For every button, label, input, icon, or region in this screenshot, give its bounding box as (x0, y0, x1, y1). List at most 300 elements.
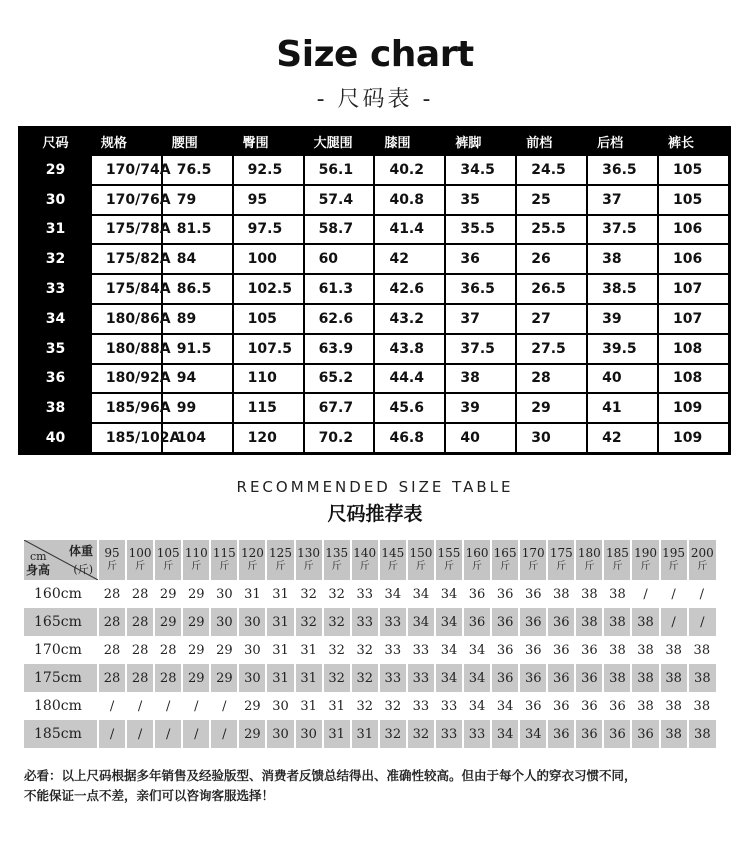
size-chart-row (20, 393, 729, 423)
recommended-size-cell: 30 (210, 608, 238, 636)
recommended-size-cell: 38 (631, 608, 659, 636)
recommended-size-cell: 36 (631, 720, 659, 748)
size-chart-cell: 92.5 (233, 155, 304, 185)
recommended-size-cell: 38 (637, 642, 654, 658)
size-chart-cell: 57.4 (304, 185, 375, 215)
recommended-size-cell: 31 (351, 720, 379, 748)
recommended-size-cell: 34 (496, 698, 514, 714)
size-chart-cell: 37.5 (445, 334, 516, 364)
size-chart-cell: 65.2 (304, 364, 375, 394)
recommended-size-cell: / (660, 608, 688, 636)
size-chart-cell: 102.5 (233, 274, 304, 304)
weight-value: 95 (104, 546, 120, 560)
size-chart-cell: 67.7 (304, 393, 375, 423)
weight-value: 140 (353, 546, 377, 560)
recommended-size-cell: 34 (407, 608, 435, 636)
height-cell: 175cm (24, 664, 98, 692)
recommended-size-cell: 33 (407, 664, 435, 692)
size-chart-cell: 28 (516, 364, 587, 394)
recommended-size-cell: 36 (547, 720, 575, 748)
recommended-size-cell: 29 (244, 698, 261, 714)
recommended-size-cell: 32 (328, 642, 345, 658)
size-chart-cell: 109 (658, 423, 729, 453)
recommended-size-cell: 36 (496, 642, 514, 658)
weight-value: 145 (381, 546, 405, 560)
size-chart-cell: 37.5 (587, 215, 658, 245)
size-chart-cell: 44.4 (374, 364, 445, 394)
recommended-size-cell: 32 (328, 586, 345, 602)
size-chart-cell: 41.4 (374, 215, 445, 245)
recommended-size-cell: 34 (468, 642, 486, 658)
recommended-size-cell: 29 (210, 664, 238, 692)
size-chart-cell: 175/78A (91, 215, 162, 245)
size-chart-cell: 39 (587, 304, 658, 334)
size-chart-header-cell: 大腿围 (304, 128, 375, 155)
weight-unit: 斤 (640, 561, 651, 572)
size-chart-cell: 180/86A (91, 304, 162, 334)
size-chart-cell: 42 (587, 423, 658, 453)
weight-unit: 斤 (219, 561, 230, 572)
recommended-size-cell: / (688, 608, 716, 636)
recommended-size-cell: 32 (323, 608, 351, 636)
size-cell: 40 (20, 423, 91, 453)
size-chart-cell: 70.2 (304, 423, 375, 453)
recommended-row (24, 720, 716, 748)
weight-header-cell (98, 540, 126, 580)
weight-header-cell (491, 540, 519, 580)
size-chart-cell: 120 (233, 423, 304, 453)
recommended-size-cell: 28 (154, 664, 182, 692)
recommended-size-cell: 31 (272, 642, 289, 658)
recommended-size-cell: 33 (440, 698, 458, 714)
corner-jin: (斤) (73, 563, 93, 576)
size-chart-cell: 170/74A (91, 155, 162, 185)
corner-weight: 体重 (68, 544, 93, 558)
size-chart-cell: 105 (658, 185, 729, 215)
weight-value: 110 (184, 546, 208, 560)
recommended-size-cell: 38 (688, 720, 716, 748)
recommended-size-cell: 38 (693, 698, 711, 714)
weight-header-cell (463, 540, 491, 580)
recommended-size-cell: 38 (693, 642, 711, 658)
page-title: Size chart (276, 34, 474, 75)
weight-unit: 斤 (443, 561, 454, 572)
size-chart-cell: 29 (516, 393, 587, 423)
size-chart-cell: 109 (658, 393, 729, 423)
size-chart-cell: 56.1 (304, 155, 375, 185)
size-chart-cell: 175/82A (91, 244, 162, 274)
weight-header-cell (379, 540, 407, 580)
recommended-size-cell: 32 (295, 608, 323, 636)
weight-unit: 斤 (247, 561, 258, 572)
recommended-size-cell: 30 (266, 720, 294, 748)
recommended-size-cell: 32 (356, 642, 374, 658)
size-chart-cell: 25.5 (516, 215, 587, 245)
recommended-size-cell: 30 (216, 586, 233, 602)
size-chart-cell: 25 (516, 185, 587, 215)
recommended-size-cell: / (671, 586, 676, 602)
weight-header-cell (295, 540, 323, 580)
weight-unit: 斤 (697, 561, 708, 572)
size-chart-cell: 89 (162, 304, 233, 334)
size-chart-row (20, 215, 729, 245)
recommended-size-cell: 36 (463, 608, 491, 636)
weight-header-cell (238, 540, 266, 580)
size-chart-cell: 175/84A (91, 274, 162, 304)
recommended-size-cell: 36 (524, 698, 542, 714)
size-chart-row (20, 304, 729, 334)
recommended-size-cell: 38 (660, 720, 688, 748)
size-chart-cell: 86.5 (162, 274, 233, 304)
recommended-size-cell: 38 (609, 586, 626, 602)
weight-unit: 斤 (359, 561, 370, 572)
recommended-size-cell: 33 (463, 720, 491, 748)
size-chart-header-cell: 后档 (587, 128, 658, 155)
size-cell: 35 (20, 334, 91, 364)
recommended-size-cell: 31 (328, 698, 345, 714)
weight-unit: 斤 (191, 561, 202, 572)
weight-value: 200 (690, 546, 714, 560)
size-chart-row (20, 244, 729, 274)
size-chart-cell: 106 (658, 215, 729, 245)
recommended-size-cell: 29 (154, 608, 182, 636)
recommended-size-cell: 36 (519, 664, 547, 692)
size-chart-cell: 58.7 (304, 215, 375, 245)
weight-header-cell (407, 540, 435, 580)
height-cell: 170cm (34, 642, 82, 658)
recommended-size-cell: 34 (412, 586, 430, 602)
recommended-size-cell: 34 (440, 642, 458, 658)
recommended-size-cell: 36 (603, 720, 631, 748)
weight-unit: 斤 (331, 561, 342, 572)
recommended-size-cell: 30 (295, 720, 323, 748)
recommended-size-cell: 29 (188, 586, 205, 602)
recommended-size-cell: 28 (98, 608, 126, 636)
size-chart-cell: 63.9 (304, 334, 375, 364)
size-chart-cell: 27 (516, 304, 587, 334)
size-chart-header-cell: 臀围 (233, 128, 304, 155)
recommended-size-cell: 36 (524, 586, 542, 602)
recommended-size-cell: 31 (272, 586, 289, 602)
size-chart-cell: 43.2 (374, 304, 445, 334)
recommended-size-cell: 30 (244, 642, 261, 658)
size-chart-cell: 43.8 (374, 334, 445, 364)
size-chart-cell: 105 (233, 304, 304, 334)
recommended-size-cell: 33 (379, 664, 407, 692)
size-chart-header-cell: 尺码 (20, 128, 91, 155)
recommended-size-cell: / (98, 720, 126, 748)
recommended-size-cell: 33 (379, 608, 407, 636)
size-chart-cell: 37 (587, 185, 658, 215)
recommended-size-cell: 31 (244, 586, 261, 602)
recommended-size-cell: 38 (575, 608, 603, 636)
recommended-size-cell: 38 (603, 608, 631, 636)
size-cell: 36 (20, 364, 91, 394)
weight-value: 180 (577, 546, 601, 560)
recommended-size-cell: 38 (553, 586, 570, 602)
size-chart-cell: 40.2 (374, 155, 445, 185)
recommended-size-cell: 30 (238, 664, 266, 692)
recommended-size-table (24, 540, 716, 748)
recommended-subtitle: 尺码推荐表 (327, 503, 423, 525)
recommended-size-cell: 36 (519, 608, 547, 636)
size-chart-cell: 104 (162, 423, 233, 453)
recommended-size-cell: 29 (182, 608, 210, 636)
recommended-size-cell: 36 (553, 698, 570, 714)
size-chart-cell: 39.5 (587, 334, 658, 364)
recommended-size-cell: 28 (103, 642, 121, 658)
recommended-row (24, 636, 716, 664)
size-chart-cell: 81.5 (162, 215, 233, 245)
note-line-2: 不能保证一点不差，亲们可以咨询客服选择！ (24, 788, 275, 803)
weight-unit: 斤 (107, 561, 118, 572)
recommended-size-cell: 32 (356, 698, 374, 714)
weight-value: 105 (156, 546, 180, 560)
weight-value: 195 (662, 546, 686, 560)
weight-header-cell (351, 540, 379, 580)
recommended-size-cell: 31 (295, 664, 323, 692)
recommended-size-cell: 36 (496, 586, 514, 602)
recommended-size-cell: 30 (272, 698, 289, 714)
weight-value: 130 (297, 546, 321, 560)
recommended-size-cell: / (137, 698, 143, 714)
weight-unit: 斤 (275, 561, 286, 572)
size-cell: 33 (20, 274, 91, 304)
recommended-size-cell: / (210, 720, 238, 748)
weight-value: 155 (437, 546, 461, 560)
recommended-size-cell: 36 (575, 720, 603, 748)
recommended-row (24, 692, 716, 720)
size-chart-cell: 42 (374, 244, 445, 274)
recommended-size-cell: 28 (131, 586, 149, 602)
height-cell: 165cm (24, 608, 98, 636)
weight-unit: 斤 (387, 561, 398, 572)
weight-unit: 斤 (584, 561, 595, 572)
recommended-row (24, 608, 716, 636)
size-chart-cell: 79 (162, 185, 233, 215)
size-cell: 29 (20, 155, 91, 185)
size-chart-header-cell: 裤脚 (445, 128, 516, 155)
size-chart-cell: 40 (445, 423, 516, 453)
recommended-row (24, 664, 716, 692)
size-cell: 38 (20, 393, 91, 423)
recommended-size-cell: / (182, 720, 210, 748)
weight-value: 190 (634, 546, 657, 560)
recommended-size-cell: 34 (468, 698, 486, 714)
recommended-size-cell: 38 (660, 664, 688, 692)
recommended-size-cell: 28 (131, 642, 149, 658)
size-chart-cell: 180/92A (91, 364, 162, 394)
size-chart-row (20, 274, 729, 304)
size-chart-cell: 91.5 (162, 334, 233, 364)
recommended-size-cell: / (222, 698, 227, 714)
recommended-size-cell: 33 (412, 698, 430, 714)
recommended-size-cell: 36 (524, 642, 542, 658)
recommended-size-cell: 34 (519, 720, 547, 748)
recommended-size-cell: 34 (463, 664, 491, 692)
weight-value: 160 (465, 546, 489, 560)
recommended-size-cell: 38 (581, 586, 598, 602)
recommended-size-cell: 38 (665, 698, 682, 714)
size-chart-cell: 99 (162, 393, 233, 423)
recommended-size-cell: 32 (300, 586, 317, 602)
size-chart-cell: 35.5 (445, 215, 516, 245)
recommended-size-cell: 36 (581, 698, 598, 714)
weight-header-cell (631, 540, 659, 580)
recommended-size-cell: 32 (384, 698, 402, 714)
recommended-row (24, 580, 716, 608)
size-chart-cell: 26 (516, 244, 587, 274)
recommended-size-cell: 38 (631, 664, 659, 692)
recommended-size-cell: 28 (98, 664, 126, 692)
recommended-size-cell: 28 (126, 608, 154, 636)
recommended-size-cell: 36 (609, 698, 626, 714)
size-chart-header-cell: 膝围 (374, 128, 445, 155)
recommended-size-cell: 28 (159, 642, 177, 658)
size-chart-header-cell: 裤长 (658, 128, 729, 155)
size-chart-cell: 27.5 (516, 334, 587, 364)
recommended-size-cell: 28 (126, 664, 154, 692)
recommended-size-cell: / (643, 586, 648, 602)
size-chart-cell: 34.5 (445, 155, 516, 185)
size-chart-cell: 38 (587, 244, 658, 274)
weight-header-cell (575, 540, 603, 580)
weight-value: 125 (269, 546, 292, 560)
size-chart-cell: 185/96A (91, 393, 162, 423)
recommended-size-cell: 38 (688, 664, 716, 692)
size-chart-cell: 40.8 (374, 185, 445, 215)
size-chart-cell: 185/102A (91, 423, 162, 453)
recommended-size-cell: 34 (435, 664, 463, 692)
weight-unit: 斤 (303, 561, 314, 572)
size-chart-cell: 180/88A (91, 334, 162, 364)
size-chart-cell: 76.5 (162, 155, 233, 185)
weight-value: 170 (521, 546, 545, 560)
weight-header-cell (660, 540, 688, 580)
size-chart-cell: 106 (658, 244, 729, 274)
page-subtitle: - 尺码表 - (316, 87, 434, 112)
size-chart-cell: 100 (233, 244, 304, 274)
size-chart-header-row (20, 128, 729, 155)
recommended-size-cell: 38 (665, 642, 682, 658)
size-chart-cell: 38 (445, 364, 516, 394)
weight-value: 115 (212, 546, 236, 560)
weight-header-cell (323, 540, 351, 580)
recommended-size-cell: 34 (491, 720, 519, 748)
weight-header-cell (154, 540, 182, 580)
recommended-size-cell: 31 (300, 642, 317, 658)
recommended-size-cell: 33 (412, 642, 430, 658)
size-chart-cell: 107 (658, 274, 729, 304)
size-chart-cell: 107 (658, 304, 729, 334)
recommended-size-cell: 28 (103, 586, 121, 602)
weight-header-cell (688, 540, 716, 580)
size-chart-row (20, 155, 729, 185)
weight-header-cell (519, 540, 547, 580)
recommended-size-cell: / (166, 698, 171, 714)
weight-value: 135 (325, 546, 349, 560)
size-chart-cell: 108 (658, 364, 729, 394)
recommended-size-cell: 30 (238, 608, 266, 636)
recommended-size-cell: 31 (266, 664, 294, 692)
size-chart-header-cell: 规格 (91, 128, 162, 155)
size-chart-cell: 170/76A (91, 185, 162, 215)
recommended-size-cell: 33 (356, 586, 374, 602)
size-chart-cell: 62.6 (304, 304, 375, 334)
size-chart-row (20, 423, 729, 453)
size-chart-cell: 42.6 (374, 274, 445, 304)
size-chart-cell: 40 (587, 364, 658, 394)
recommended-size-cell: 32 (323, 664, 351, 692)
recommended-size-cell: 36 (491, 608, 519, 636)
recommended-size-cell: 29 (159, 586, 177, 602)
recommended-size-cell: / (126, 720, 154, 748)
recommended-size-cell: 29 (238, 720, 266, 748)
recommended-size-cell: 38 (603, 664, 631, 692)
height-cell: 185cm (24, 720, 98, 748)
recommended-size-cell: 34 (384, 586, 402, 602)
recommended-size-cell: 36 (491, 664, 519, 692)
size-chart-cell: 24.5 (516, 155, 587, 185)
recommended-size-cell: 36 (553, 642, 570, 658)
weight-unit: 斤 (415, 561, 426, 572)
weight-header-cell (547, 540, 575, 580)
size-chart-cell: 110 (233, 364, 304, 394)
recommended-size-cell: 36 (575, 664, 603, 692)
size-chart-cell: 84 (162, 244, 233, 274)
corner-cm: cm (30, 550, 47, 563)
weight-header-cell (210, 540, 238, 580)
size-chart-cell: 36.5 (587, 155, 658, 185)
size-chart-row (20, 334, 729, 364)
size-chart-cell: 107.5 (233, 334, 304, 364)
weight-value: 150 (409, 546, 433, 560)
recommended-size-cell: 33 (435, 720, 463, 748)
size-cell: 34 (20, 304, 91, 334)
size-chart-cell: 115 (233, 393, 304, 423)
weight-header-cell (603, 540, 631, 580)
recommended-size-cell: 31 (300, 698, 317, 714)
weight-value: 165 (493, 546, 517, 560)
recommended-size-cell: 34 (435, 608, 463, 636)
weight-header-cell (182, 540, 210, 580)
size-cell: 30 (20, 185, 91, 215)
recommended-size-cell: / (154, 720, 182, 748)
weight-unit: 斤 (528, 561, 539, 572)
recommended-size-cell: 32 (407, 720, 435, 748)
note (24, 766, 724, 806)
size-cell: 31 (20, 215, 91, 245)
weight-unit: 斤 (668, 561, 679, 572)
recommended-size-cell: 32 (379, 720, 407, 748)
height-cell: 180cm (34, 698, 82, 714)
corner-height: 身高 (26, 563, 51, 577)
weight-unit: 斤 (556, 561, 567, 572)
weight-unit: 斤 (500, 561, 511, 572)
corner-cell (24, 540, 98, 580)
recommended-size-cell: 36 (581, 642, 598, 658)
recommended-size-cell: 38 (609, 642, 626, 658)
size-chart-cell: 36 (445, 244, 516, 274)
size-chart-header-cell: 前档 (516, 128, 587, 155)
size-chart-cell: 108 (658, 334, 729, 364)
weight-unit: 斤 (163, 561, 174, 572)
weight-value: 175 (549, 546, 573, 560)
recommended-title: RECOMMENDED SIZE TABLE (236, 478, 514, 496)
size-chart-cell: 36.5 (445, 274, 516, 304)
recommended-size-cell: 31 (323, 720, 351, 748)
size-chart-cell: 105 (658, 155, 729, 185)
